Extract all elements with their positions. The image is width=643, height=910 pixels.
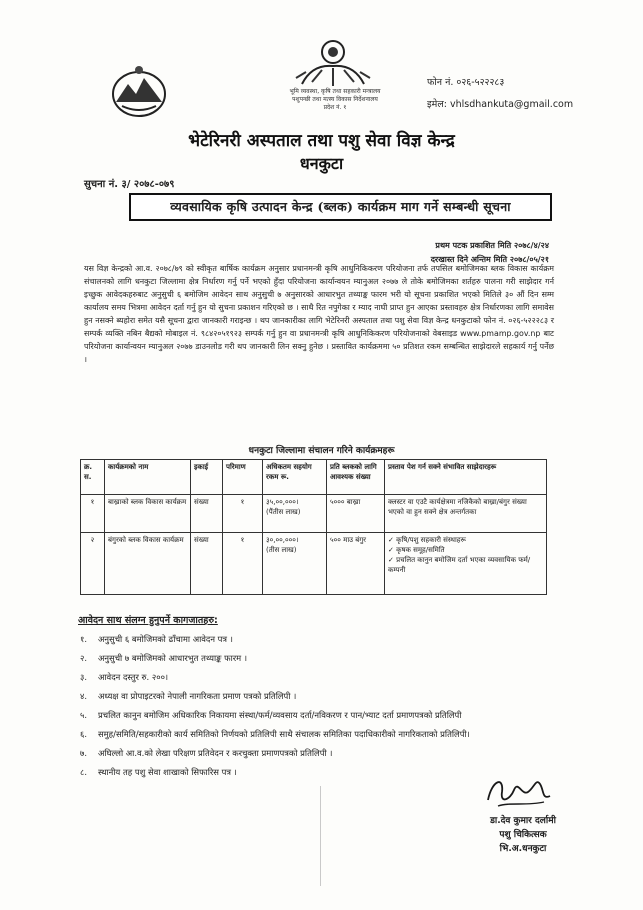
documents-title: आवेदन साथ संलग्न हुनुपर्ने कागजातहरु: xyxy=(78,615,218,626)
cell-unit: संख्या xyxy=(191,495,223,533)
item-text: अनुसुची ६ बमोजिमको ढाँचामा आवेदन पत्र । xyxy=(98,634,233,644)
header-sn: क्र. स. xyxy=(81,460,105,495)
item-text: अनुसुची ७ बमोजिमको आधारभुत तथ्याङ्क फारम । xyxy=(98,653,248,663)
district-name: धनकुटा xyxy=(299,154,344,173)
header-unit: इकाई xyxy=(191,460,223,495)
list-item xyxy=(80,687,560,706)
list-item xyxy=(80,706,560,725)
header-program-name: कार्यक्रमको नाम xyxy=(105,460,191,495)
contact-block xyxy=(427,72,573,116)
item-text: अघिल्लो आ.व.को लेखा परिक्षण प्रतिवेदन र करचुक्ता प्रमाणपत्रको प्रतिलिपी । xyxy=(98,748,333,758)
table-title: धनकुटा जिल्लामा संचालन गरिने कार्यक्रमहरू xyxy=(248,446,395,456)
cell-quantity: १ xyxy=(223,533,263,595)
cell-partners: ✓ कृषि/पशु सहकारी संस्थाहरू ✓ कृषक समूह/समिति ✓ प्रचलित कानुन बमोजिम दर्ता भएका व्यवसायिक फर्म/कम्पनी xyxy=(385,533,547,595)
deadline-date: दरखास्त दिने अन्तिम मिति २०७८/०५/२१ xyxy=(430,255,549,264)
table-row xyxy=(81,495,547,533)
item-number: ४. xyxy=(80,691,88,701)
list-item xyxy=(80,649,560,668)
province-emblem-icon xyxy=(108,62,170,120)
item-number: २. xyxy=(80,653,88,663)
ministry-line: पशुपन्छी तथा मत्स्य विकास निर्देशनालय xyxy=(292,96,378,103)
table-row xyxy=(81,533,547,595)
notice-number: सुचना नं. ३/ २०७८-०७९ xyxy=(84,179,175,190)
item-text: अध्यक्ष वा प्रोपाइटरको नेपाली नागरिकता प्रमाण पत्रको प्रतिलिपी । xyxy=(98,691,297,701)
list-item xyxy=(80,668,560,687)
cell-partners: क्लस्टर वा एउटै कार्यक्षेत्रमा नजिकैको बाख्रा/बंगुर संख्या भएको वा हुन सक्ने क्षेत्र अन्तर्गतका xyxy=(385,495,547,533)
first-published-date: प्रथम पटक प्रकाशित मिति २०७८/४/२४ xyxy=(435,241,549,250)
scan-fold-line xyxy=(320,786,321,886)
table-header-row xyxy=(81,460,547,495)
ministry-line: भूमि व्यवस्था, कृषि तथा सहकारी मन्त्रालय xyxy=(289,88,381,95)
header-per-block: प्रति ब्लकको लागि आवश्यक संख्या xyxy=(327,460,385,495)
signer-name: डा.देव कुमार दर्लामी xyxy=(490,816,556,826)
item-text: प्रचलित कानुन बमोजिम अधिकारिक निकायमा संस्था/फर्म/व्यवसाय दर्ता/नविकरण र पान/भ्याट दर्ता प्रमाणपत्रको प्रतिलिपी xyxy=(98,710,462,720)
item-number: ५. xyxy=(80,710,88,720)
signer-org: भि.अ.धनकुटा xyxy=(499,844,547,854)
cell-amount: ३०,००,०००। (तीस लाख) xyxy=(263,533,327,595)
office-name: भेटेरिनरी अस्पताल तथा पशु सेवा विज्ञ केन्द्र xyxy=(188,131,455,151)
cell-sn: १ xyxy=(81,495,105,533)
cell-unit: संख्या xyxy=(191,533,223,595)
ministry-text xyxy=(270,88,400,112)
documents-list xyxy=(80,630,560,782)
cell-program-name: बंगुरको ब्लक विकास कार्यक्रम xyxy=(105,533,191,595)
item-number: ७. xyxy=(80,748,88,758)
item-text: समुह/समिति/सहकारीको कार्य समितिको निर्णयको प्रतिलिपी साथै संचालक समितिका पदाधिकारीको नागरिकताको प्रतिलिपी। xyxy=(98,729,470,739)
ministry-line: प्रदेश नं. १ xyxy=(323,104,347,111)
cell-sn: २ xyxy=(81,533,105,595)
cell-amount: ३५,००,०००। (पैंतीस लाख) xyxy=(263,495,327,533)
cell-per-block: ५००० बाख्रा xyxy=(327,495,385,533)
item-number: ३. xyxy=(80,672,88,682)
item-text: स्थानीय तह पशु सेवा शाखाको सिफारिस पत्र । xyxy=(98,767,237,777)
list-item xyxy=(80,725,560,744)
program-table xyxy=(80,459,547,595)
item-number: ८. xyxy=(80,767,88,777)
cell-quantity: १ xyxy=(223,495,263,533)
item-text: आवेदन दस्तुर रु. २००। xyxy=(98,672,169,682)
phone-number: फोन नं. ०२६-५२२२८३ xyxy=(427,77,505,88)
item-number: १. xyxy=(80,634,88,644)
handwritten-signature-icon xyxy=(470,770,570,814)
notice-subject: व्यवसायिक कृषि उत्पादन केन्द्र (ब्लक) कार्यक्रम माग गर्ने सम्बन्धी सूचना xyxy=(129,193,552,221)
notice-body xyxy=(84,262,554,366)
list-item xyxy=(80,630,560,649)
header-amount: अधिकतम सहयोग रकम रू. xyxy=(263,460,327,495)
header-partners: प्रस्ताव पेश गर्न सक्ने संभावित साझेदारहरू xyxy=(385,460,547,495)
government-emblem-icon xyxy=(292,38,374,88)
cell-per-block: ५०० माउ बंगुर xyxy=(327,533,385,595)
body-paragraph: यस विज्ञ केन्द्रको आ.व. २०७८/७९ को स्वीकृत बार्षिक कार्यक्रम अनुसार प्रधानमन्त्री कृषि आधुनिकिकरण परियोजना तर्फ तपसिल बमोजिमका ब्लक विकास कार्यक्रम संचालनको लागि धनकुटा जिल्लामा क्षेत्र निर्धारण गर्नु पर्ने भएको हुँदा परियोजना कार्यान्वयन म्यानुअल २०७७ ले तोके बमोजिमका शर्तहरु पालना गरी साझेदार गर्न इच्छुक आवेदकहरुबाट अनुसुची ६ बमोजिम आवेदन साथ अनुसुची ७ अनुसारको आधारभुत तथ्याङ्क फारम भरी यो सूचना प्रकाशित भएको मितिले ३० औं दिन सम्म कार्यालय समय भित्रमा आवेदन दर्ता गर्नु हुन यो सुचना प्रकाशन गरिएको छ । साथै रित नपुगेका र म्याद नाघी प्राप्त हुन आएका प्रस्तावहरु क्षेत्र निर्धारणका लागि समावेस हुन नसक्ने ब्यहोरा समेत यसै सूचना द्वारा जानकारी गराइन्छ । थप जानकारीका लागि भेटेरिनरी अस्पताल तथा पशु सेवा विज्ञ केन्द्र धनकुटाको फोन नं. ०२६-५२२२८३ र सम्पर्क व्यक्ति नबिन बैद्यको मोबाइल नं. ९८४२०५१९२३ सम्पर्क गर्नु हुन वा प्रधानमन्त्री कृषि आधुनिकिकरण परियोजनाको वेबसाइड www.pmamp.gov.np बाट परियोजना कार्यान्वयन म्यानुअल २०७७ डाउनलोड गरी थप जानकारी लिन सक्नु हुनेछ । प्रस्तावित कार्यक्रममा ५० प्रतिशत रकम सम्बन्धित साझेदारले सहकार्य गर्नु पर्नेछ । xyxy=(84,264,554,364)
item-number: ६. xyxy=(80,729,88,739)
list-item xyxy=(80,744,560,763)
header-quantity: परिमाण xyxy=(223,460,263,495)
signer-block xyxy=(478,814,568,856)
signer-title: पशु चिकित्सक xyxy=(499,830,547,840)
email-address: इमेल: vhlsdhankuta@gmail.com xyxy=(427,99,574,110)
cell-program-name: बाख्राको ब्लक विकास कार्यक्रम xyxy=(105,495,191,533)
